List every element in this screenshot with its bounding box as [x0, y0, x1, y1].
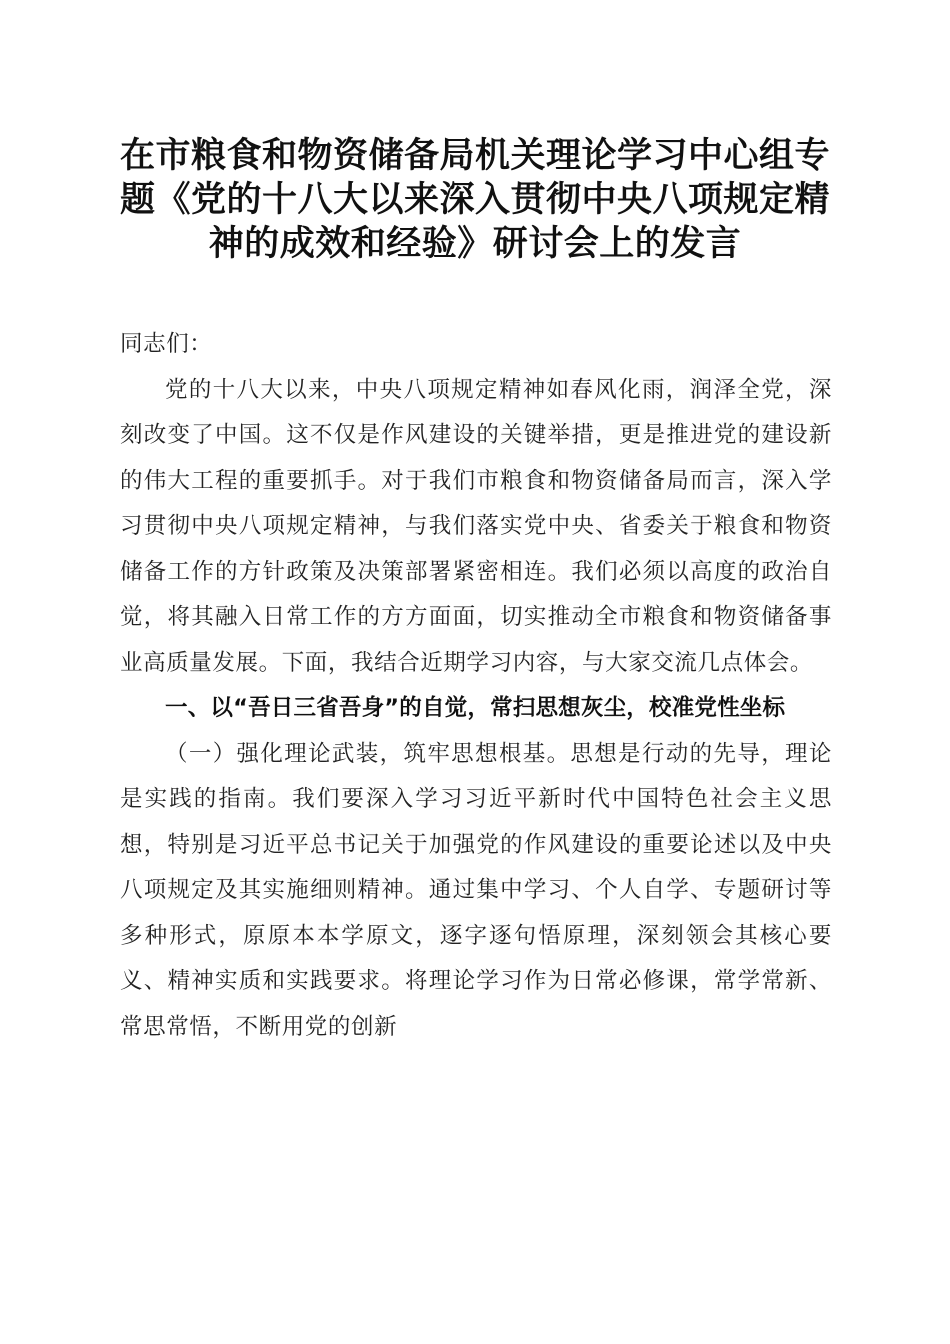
- title-line-2: 题《党的十八大以来深入贯彻中央八项规定精: [119, 179, 830, 220]
- section-heading-1: 一、以“吾日三省吾身”的自觉，常扫思想灰尘，校准党性坐标: [165, 695, 786, 721]
- title-line-3: 神的成效和经验》研讨会上的发言: [208, 223, 742, 264]
- title-line-1: 在市粮食和物资储备局机关理论学习中心组专: [119, 135, 830, 176]
- document-title: [100, 134, 850, 266]
- intro-paragraph: 党的十八大以来，中央八项规定精神如春风化雨，润泽全党，深刻改变了中国。这不仅是作风建设的关键举措，更是推进党的建设新的伟大工程的重要抓手。对于我们市粮食和物资储备局而言，深入学习贯彻中央八项规定精神，与我们落实党中央、省委关于粮食和物资储备工作的方针政策及决策部署紧密相连。我们必须以高度的政治自觉，将其融入日常工作的方方面面，切实推动全市粮食和物资储备事业高质量发展。下面，我结合近期学习内容，与大家交流几点体会。: [120, 376, 832, 676]
- salutation: 同志们：: [120, 331, 213, 357]
- document-body: [120, 322, 832, 1050]
- subsection-paragraph-1: （一）强化理论武装，筑牢思想根基。思想是行动的先导，理论是实践的指南。我们要深入学习习近平新时代中国特色社会主义思想，特别是习近平总书记关于加强党的作风建设的重要论述以及中央八项规定及其实施细则精神。通过集中学习、个人自学、专题研讨等多种形式，原原本本学原文，逐字逐句悟原理，深刻领会其核心要义、精神实质和实践要求。将理论学习作为日常必修课，常学常新、常思常悟，不断用党的创新: [120, 740, 832, 1040]
